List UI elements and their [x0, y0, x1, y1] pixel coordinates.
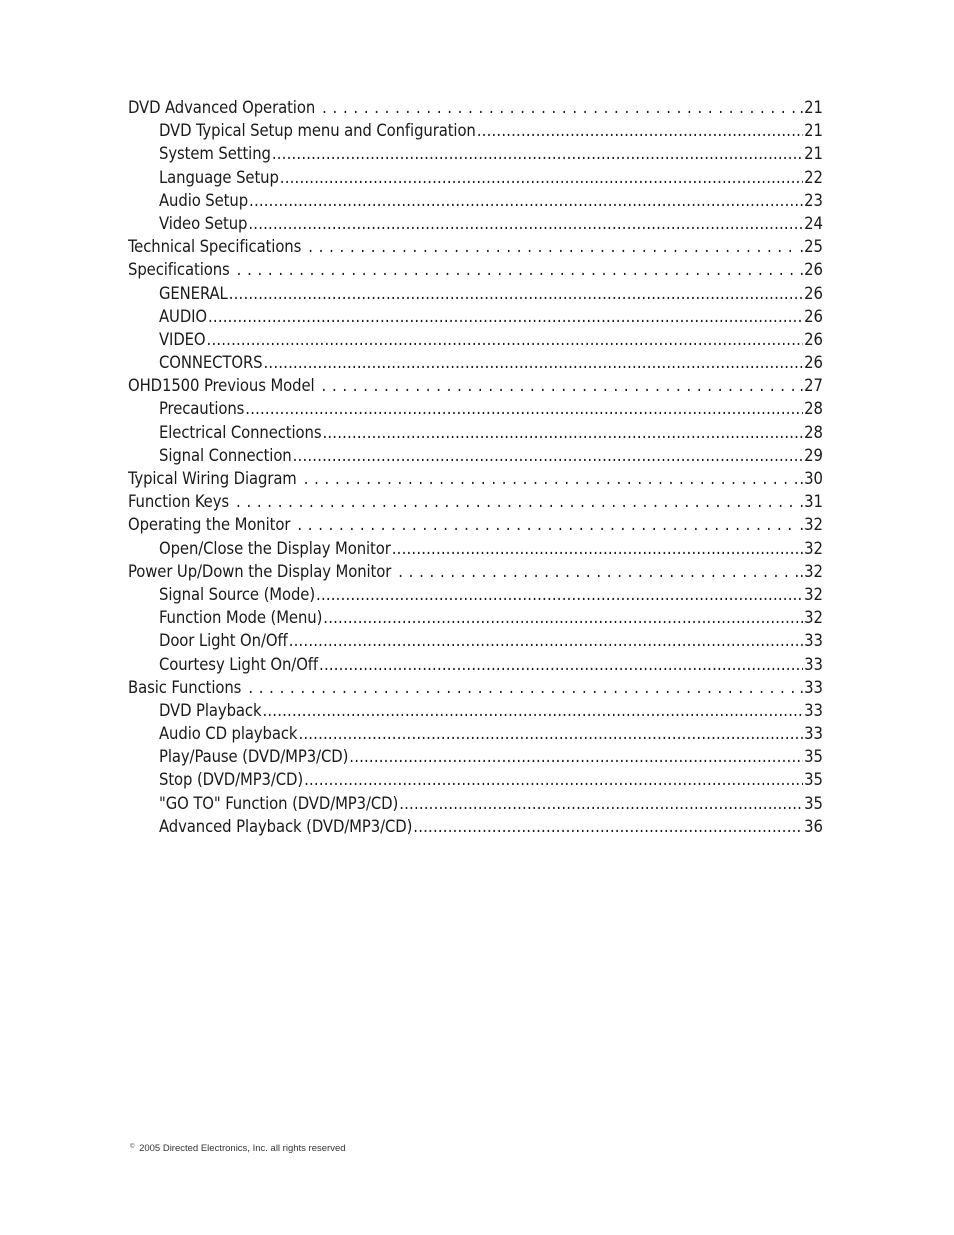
toc-subentry[interactable] — [128, 444, 823, 467]
toc-entry-page: .25 — [799, 237, 823, 257]
toc-entry-page: .21 — [799, 98, 823, 117]
toc-leader-dots — [208, 305, 803, 328]
toc-entry[interactable] — [128, 235, 823, 258]
toc-leader-dots — [392, 560, 798, 583]
copyright-footer — [130, 1143, 346, 1154]
toc-entry-title: Stop (DVD/MP3/CD) — [159, 770, 304, 790]
toc-leader-dots — [293, 444, 803, 467]
toc-subentry[interactable] — [128, 583, 823, 606]
toc-entry-title: Basic Functions — [128, 677, 242, 697]
toc-subentry[interactable] — [128, 142, 823, 165]
toc-entry-page: 26 — [804, 353, 823, 373]
toc-entry[interactable] — [128, 676, 823, 699]
toc-leader-dots — [399, 792, 803, 815]
toc-leader-dots — [322, 421, 803, 444]
toc-subentry[interactable] — [128, 212, 823, 235]
toc-leader-dots — [249, 189, 803, 212]
toc-leader-dots — [264, 351, 804, 374]
toc-entry-title: Language Setup — [159, 167, 279, 187]
toc-entry-page: 24 — [804, 213, 823, 233]
toc-entry[interactable] — [128, 513, 823, 536]
toc-subentry[interactable] — [128, 166, 823, 189]
toc-entry-page: 26 — [804, 283, 823, 303]
toc-entry-title: Electrical Connections — [159, 422, 322, 442]
toc-leader-dots — [302, 235, 798, 258]
toc-entry-title: Play/Pause (DVD/MP3/CD) — [159, 747, 349, 767]
toc-entry-page: 32 — [804, 538, 823, 558]
toc-entry-page: 21 — [804, 144, 823, 164]
toc-leader-dots — [289, 629, 803, 652]
toc-subentry[interactable] — [128, 328, 823, 351]
table-of-contents — [128, 96, 823, 838]
toc-leader-dots — [280, 166, 803, 189]
toc-entry-title: System Setting — [159, 144, 271, 164]
toc-entry-page: 35 — [804, 793, 823, 813]
toc-entry-page: 28 — [804, 422, 823, 442]
copyright-text: 2005 Directed Electronics, Inc. all rights reserved — [139, 1143, 346, 1154]
toc-entry[interactable] — [128, 258, 823, 281]
toc-subentry[interactable] — [128, 189, 823, 212]
toc-leader-dots — [316, 374, 799, 397]
toc-subentry[interactable] — [128, 305, 823, 328]
toc-entry-page: .26 — [799, 260, 823, 280]
toc-entry-title: DVD Advanced Operation — [128, 98, 316, 117]
toc-leader-dots — [231, 258, 799, 281]
toc-entry-title: Power Up/Down the Display Monitor — [128, 561, 392, 581]
toc-subentry[interactable] — [128, 815, 823, 838]
toc-entry-title: Advanced Playback (DVD/MP3/CD) — [159, 816, 413, 836]
toc-entry-page: 32 — [804, 584, 823, 604]
toc-entry[interactable] — [128, 490, 823, 513]
toc-entry-page: 36 — [804, 816, 823, 836]
toc-leader-dots — [477, 119, 803, 142]
toc-subentry[interactable] — [128, 421, 823, 444]
toc-entry-title: Video Setup — [159, 213, 248, 233]
toc-leader-dots — [304, 768, 803, 791]
toc-leader-dots — [319, 653, 803, 676]
toc-entry-page: 29 — [804, 445, 823, 465]
toc-entry[interactable] — [128, 467, 823, 490]
toc-entry-page: 21 — [804, 121, 823, 141]
toc-entry-title: Audio CD playback — [159, 724, 298, 744]
toc-leader-dots — [245, 397, 803, 420]
toc-subentry[interactable] — [128, 119, 823, 142]
toc-entry-title: Courtesy Light On/Off — [159, 654, 319, 674]
toc-entry[interactable] — [128, 96, 823, 119]
toc-subentry[interactable] — [128, 537, 823, 560]
toc-entry-title: Signal Connection — [159, 445, 292, 465]
toc-entry-page: 35 — [804, 770, 823, 790]
toc-entry-page: 33 — [804, 724, 823, 744]
toc-subentry[interactable] — [128, 629, 823, 652]
toc-leader-dots — [242, 676, 798, 699]
toc-entry-title: Operating the Monitor — [128, 515, 291, 535]
toc-leader-dots — [272, 142, 803, 165]
toc-leader-dots — [229, 282, 803, 305]
toc-entry-page: 33 — [804, 700, 823, 720]
toc-leader-dots — [262, 699, 803, 722]
toc-entry-title: Function Mode (Menu) — [159, 608, 323, 628]
toc-entry-title: Audio Setup — [159, 190, 249, 210]
toc-leader-dots — [298, 467, 799, 490]
toc-leader-dots — [298, 722, 803, 745]
toc-entry-title: GENERAL — [159, 283, 228, 303]
toc-entry-page: .27 — [799, 376, 823, 396]
toc-entry-page: 28 — [804, 399, 823, 419]
toc-subentry[interactable] — [128, 606, 823, 629]
toc-entry-title: DVD Playback — [159, 700, 262, 720]
toc-entry-page: .33 — [799, 677, 823, 697]
toc-subentry[interactable] — [128, 768, 823, 791]
toc-entry-page: .31 — [799, 492, 823, 512]
toc-subentry[interactable] — [128, 351, 823, 374]
toc-leader-dots — [316, 96, 798, 119]
toc-entry-title: Technical Specifications — [128, 237, 302, 257]
toc-entry-title: AUDIO — [159, 306, 208, 326]
toc-leader-dots — [316, 583, 803, 606]
toc-entry-title: Typical Wiring Diagram — [128, 469, 297, 488]
toc-leader-dots — [291, 513, 798, 536]
toc-entry-page: 26 — [804, 306, 823, 326]
toc-entry-title: Function Keys — [128, 492, 230, 512]
toc-subentry[interactable] — [128, 282, 823, 305]
toc-leader-dots — [323, 606, 803, 629]
toc-entry-title: Precautions — [159, 399, 245, 419]
toc-entry-page: .32 — [799, 561, 823, 581]
toc-entry-page: .32 — [799, 515, 823, 535]
toc-entry-page: 33 — [804, 631, 823, 651]
toc-entry-page: .30 — [799, 469, 823, 488]
toc-leader-dots — [349, 745, 803, 768]
toc-subentry[interactable] — [128, 397, 823, 420]
toc-leader-dots — [207, 328, 804, 351]
toc-entry-page: 32 — [804, 608, 823, 628]
toc-entry-title: "GO TO" Function (DVD/MP3/CD) — [159, 793, 399, 813]
toc-leader-dots — [392, 537, 803, 560]
toc-entry-page: 22 — [804, 167, 823, 187]
toc-entry-page: 26 — [804, 329, 823, 349]
toc-entry[interactable] — [128, 560, 823, 583]
copyright-symbol: © — [130, 1144, 135, 1150]
toc-subentry[interactable] — [128, 792, 823, 815]
toc-entry-title: VIDEO — [159, 329, 206, 349]
toc-entry-title: DVD Typical Setup menu and Configuration — [159, 121, 476, 141]
toc-entry[interactable] — [128, 374, 823, 397]
toc-entry-title: Signal Source (Mode) — [159, 584, 316, 604]
toc-subentry[interactable] — [128, 745, 823, 768]
toc-entry-title: OHD1500 Previous Model — [128, 376, 315, 396]
toc-entry-title: Open/Close the Display Monitor — [159, 538, 391, 558]
toc-subentry[interactable] — [128, 653, 823, 676]
toc-entry-page: 23 — [804, 190, 823, 210]
toc-subentry[interactable] — [128, 699, 823, 722]
toc-entry-page: 33 — [804, 654, 823, 674]
toc-entry-page: 35 — [804, 747, 823, 767]
toc-leader-dots — [248, 212, 803, 235]
toc-leader-dots — [413, 815, 803, 838]
toc-subentry[interactable] — [128, 722, 823, 745]
toc-entry-title: Specifications — [128, 260, 230, 280]
toc-entry-title: Door Light On/Off — [159, 631, 288, 651]
toc-leader-dots — [230, 490, 798, 513]
toc-entry-title: CONNECTORS — [159, 353, 263, 373]
